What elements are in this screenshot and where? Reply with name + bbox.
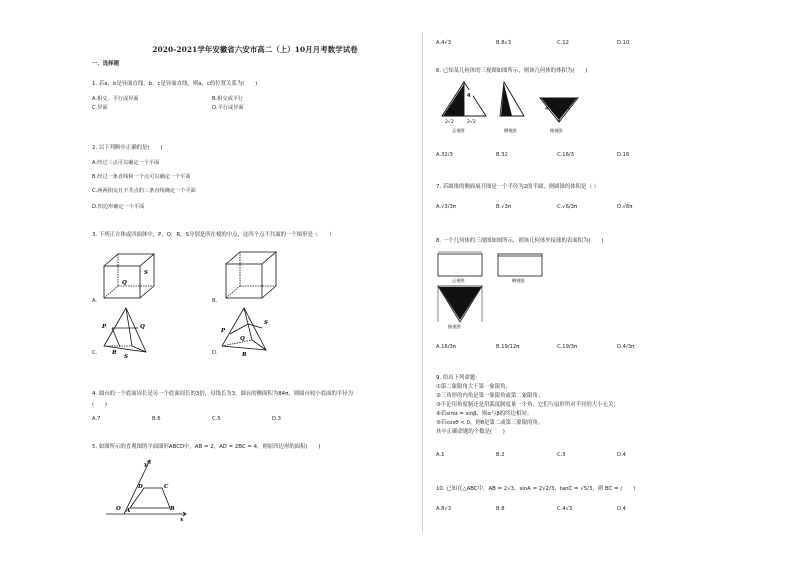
q3-option-c: C. [92,350,98,356]
q1-option-a: A.相交、平行或异面 [92,96,139,102]
q6-text: 6. 已知某几何体的三视图如图所示，则该几何体的体积为( ) [436,68,588,74]
svg-text:Q: Q [240,336,245,342]
q1-option-b: B.相交或平行 [212,96,244,102]
q6-option-b: B.32 [496,152,508,158]
q3-option-d: D. [212,350,218,356]
q2-option-d: D.四边形确定一个平面 [92,204,145,210]
q9-statement-1: ①第二象限角大于第一象限角； [436,384,511,390]
q8-front-view-caption: 正视图 [452,278,465,283]
q2-option-b: B.经过一条直线和一个点可以确定一个平面 [92,174,191,180]
svg-text:P: P [221,328,226,334]
q6-option-c: C.16/3 [557,152,574,158]
q4-option-a: A.7 [92,416,101,422]
q3-figure-b [222,250,282,300]
q6-side-view-caption: 侧视图 [504,128,517,133]
q8-top-view-caption: 俯视图 [448,324,461,329]
q2-option-c: C.两两相交且不共点的三条直线确定一个平面 [92,188,196,194]
svg-text:C: C [164,484,169,490]
q7-option-c: C.√6/3π [557,204,578,210]
q6-dim-left: 2√2 [445,120,454,125]
q5-option-c: C.12 [557,40,569,46]
q4-text-line2: ( ) [92,402,107,408]
q3-figure-d [218,306,278,358]
q3-option-b: B. [212,298,218,304]
svg-text:R: R [112,350,117,356]
q6-front-view-caption: 正视图 [452,128,465,133]
q4-option-d: D.3 [272,416,281,422]
q8-text: 8. 一个几何体的三视图如图所示，则该几何体外接球的表面积为( ) [436,238,604,244]
q8-option-a: A.16/3π [436,344,456,350]
q5-option-d: D.10 [617,40,630,46]
q9-option-d: D.4 [617,452,626,458]
q9-statement-5: ⑤若cosθ < 0，则θ是第二或第三象限的角。 [436,420,544,426]
q2-option-a: A.经过三点可以确定一个平面 [92,160,160,166]
svg-text:S: S [144,270,148,276]
q6-three-views [440,80,580,136]
q3-figure-c [98,306,158,358]
q9-statement-2: ②三角形的内角是第一象限角或第二象限角； [436,393,544,399]
q8-side-view-caption: 侧视图 [512,278,525,283]
q9-option-c: C.3 [557,452,566,458]
svg-text:Q: Q [140,324,145,330]
q1-text: 1. 若a，b是异面直线，b，c是异面直线，则a，c的位置关系为( ) [92,81,258,87]
svg-text:y: y [144,462,148,468]
q9-statement-6: 其中正确命题的个数是( ) [436,429,505,435]
q10-option-c: C.4√3 [557,506,573,512]
page-title: 2020-2021学年安徽省六安市高二（上）10月月考数学试卷 [152,45,358,54]
q10-option-b: B.8 [496,506,505,512]
q1-option-c: C.异面 [92,105,108,111]
q6-option-d: D.16 [617,152,630,158]
q5-option-a: A.4√3 [436,40,452,46]
q2-text: 2. 以下判断中正确的是( ) [92,145,163,151]
svg-text:x: x [180,517,184,523]
q10-option-a: A.8√3 [436,506,452,512]
q6-option-a: A.32/3 [436,152,453,158]
section-heading: 一、选择题 [92,61,119,67]
q8-option-d: D.4/3π [617,344,635,350]
q6-top-view-caption: 俯视图 [550,128,563,133]
svg-text:S: S [264,320,268,326]
q7-option-a: A.√3/3π [436,204,456,210]
q9-statement-3: ③不论用角度制还是用弧度制度量一个角，它们与扇形所对半径的大小无关； [436,402,619,408]
svg-text:S: S [124,354,128,360]
svg-text:B: B [170,506,175,512]
svg-text:O: O [116,506,121,512]
q9-text: 9. 给出下列命题： [436,375,481,381]
svg-text:D: D [138,484,143,490]
svg-text:R: R [242,352,247,358]
q4-option-c: C.5 [212,416,221,422]
q6-dim-right: 2√2 [467,120,476,125]
q5-option-b: B.8√3 [496,40,512,46]
q1-option-d: D.平行或异面 [212,105,244,111]
q7-option-b: B.√3π [496,204,511,210]
column-divider [422,32,423,532]
q9-statement-4: ④若sinα = sinβ，则α与β的终边相同； [436,411,533,417]
q3-figure-a [100,252,160,302]
q4-option-b: B.6 [152,416,161,422]
q4-text-line1: 4. 圆台的一个底面周长是另一个底面周长的3倍，母线长为3，圆台的侧面积为84π，则圆台较小底面的半径为 [92,391,354,397]
q10-option-d: D.4 [617,506,626,512]
q9-option-b: B.2 [496,452,505,458]
q8-three-views [436,250,556,330]
q3-option-a: A. [92,298,98,304]
q8-option-b: B.19/12π [496,344,520,350]
q9-option-a: A.1 [436,452,445,458]
svg-text:A: A [126,508,131,514]
q6-dim-top-right: 4 [567,106,571,112]
q5-text: 5. 如图所示的直观图的平面图形ABCD中，AB = 2，AD = 2BC = 4，则原四边形的面积( ) [92,444,321,450]
q3-text: 3. 下列正方体或四面体中，P，Q，R，S分别是所在棱的中点，这四个点不共面的一个图形是（ ） [92,232,335,238]
svg-text:P: P [102,324,107,330]
q6-dim-top-left: 4 [545,106,549,112]
svg-text:Q: Q [122,280,127,286]
q8-option-c: C.19/3π [557,344,578,350]
q6-dim-height: 4 [467,93,471,99]
q7-text: 7. 若圆锥的侧面展开图是一个半径为2的半圆，则圆锥的体积是（ ） [436,184,599,190]
q5-figure [104,458,190,524]
q7-option-d: D.√6π [617,204,633,210]
q10-text: 10. 已知在△ABC中，AB = 2√3，sinA = 2√2/3，tanC = √5/3，则 BC = ( ) [436,486,636,492]
